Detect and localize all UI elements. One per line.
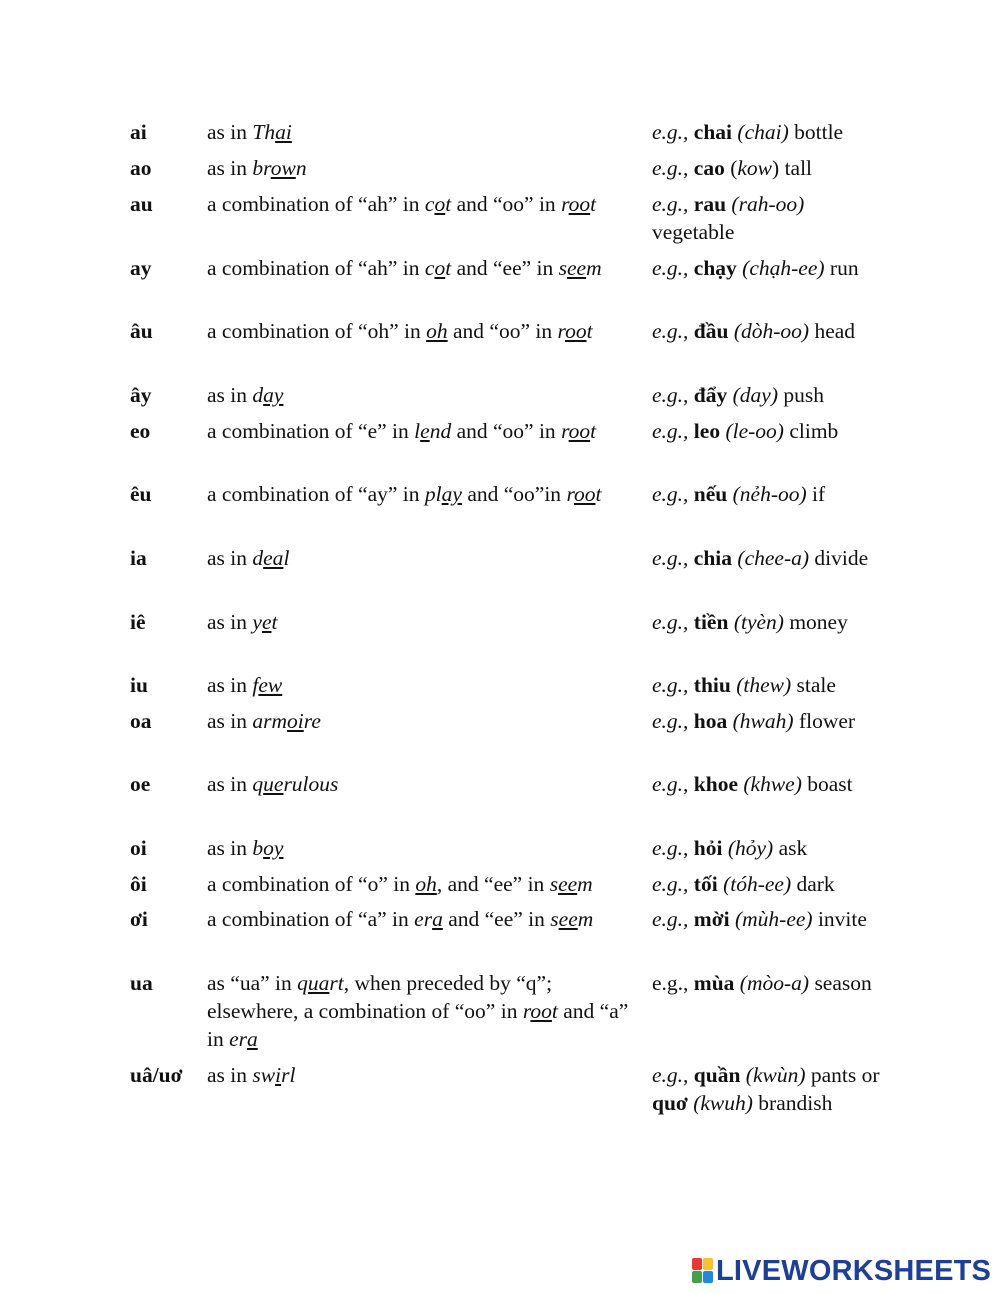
text-run: e.g., bbox=[652, 872, 694, 896]
example-word bbox=[652, 707, 892, 735]
vietnamese-word: nếu bbox=[693, 482, 728, 506]
vietnamese-word: hoa bbox=[693, 709, 728, 733]
underlined-sound: oy bbox=[263, 836, 284, 860]
underlined-sound: oo bbox=[565, 319, 587, 343]
text-run: as in bbox=[207, 709, 253, 733]
pronunciation-description bbox=[207, 480, 647, 508]
text-run: if bbox=[806, 482, 826, 506]
text-run: b bbox=[252, 836, 264, 860]
text-run: as in bbox=[207, 610, 253, 634]
underlined-sound: oh bbox=[426, 319, 448, 343]
vowel-combination: au bbox=[130, 192, 153, 216]
underlined-sound: ew bbox=[258, 673, 283, 697]
vowel-combination: ua bbox=[130, 971, 153, 995]
text-run: e.g., bbox=[652, 192, 694, 216]
text-run: divide bbox=[809, 546, 869, 570]
underlined-sound: oo bbox=[530, 999, 552, 1023]
text-run: (thew) bbox=[736, 673, 792, 697]
underlined-sound: ea bbox=[263, 546, 284, 570]
vowel-combination: eo bbox=[130, 419, 151, 443]
text-run: rulous bbox=[283, 772, 339, 796]
text-run: , when preceded by “q”; elsewhere, a combination of “oo” in bbox=[207, 971, 553, 1023]
example-word bbox=[652, 770, 892, 798]
text-run: (le-oo) bbox=[725, 419, 784, 443]
vietnamese-word: quần bbox=[693, 1063, 741, 1087]
text-run: arm bbox=[252, 709, 288, 733]
underlined-sound: ee bbox=[558, 907, 578, 931]
underlined-sound: oo bbox=[568, 192, 591, 216]
text-run: e.g., bbox=[652, 709, 694, 733]
text-run: (mòo-a) bbox=[739, 971, 810, 995]
text-run: pants or bbox=[805, 1063, 880, 1087]
text-run: (kwuh) bbox=[693, 1091, 753, 1115]
example-word bbox=[652, 834, 892, 862]
text-run: r bbox=[566, 482, 575, 506]
underlined-sound: ow bbox=[270, 156, 296, 180]
text-run: m bbox=[577, 907, 594, 931]
text-run: and “oo” in bbox=[451, 419, 562, 443]
underlined-sound: e bbox=[420, 419, 430, 443]
text-run: s bbox=[549, 872, 559, 896]
text-run: and “oo” in bbox=[451, 192, 562, 216]
text-run: (rah-oo) bbox=[731, 192, 805, 216]
vowel-combination: ơi bbox=[130, 907, 148, 931]
pronunciation-description bbox=[207, 1061, 647, 1089]
vietnamese-word: quơ bbox=[652, 1091, 688, 1115]
text-run: season bbox=[809, 971, 872, 995]
text-run: dark bbox=[791, 872, 835, 896]
underlined-sound: ai bbox=[275, 120, 292, 144]
underlined-sound: ee bbox=[558, 872, 578, 896]
underlined-sound: oh bbox=[415, 872, 437, 896]
vowel-combination: ai bbox=[130, 120, 147, 144]
text-run: t bbox=[590, 419, 597, 443]
example-word bbox=[652, 118, 892, 146]
text-run: e.g., bbox=[652, 319, 694, 343]
text-run: q bbox=[252, 772, 264, 796]
text-run: sw bbox=[252, 1063, 276, 1087]
text-run: r bbox=[561, 192, 569, 216]
text-run: as in bbox=[207, 673, 253, 697]
text-run: re bbox=[303, 709, 321, 733]
text-run: d bbox=[252, 383, 264, 407]
text-run: t bbox=[595, 482, 602, 506]
vietnamese-word: tiền bbox=[693, 610, 729, 634]
text-run: (chai) bbox=[737, 120, 789, 144]
vietnamese-word: cao bbox=[693, 156, 725, 180]
underlined-sound: ay bbox=[441, 482, 462, 506]
pronunciation-description bbox=[207, 417, 647, 445]
vietnamese-word: chia bbox=[693, 546, 733, 570]
example-word bbox=[652, 608, 892, 636]
example-word bbox=[652, 154, 892, 182]
text-run: (tyèn) bbox=[733, 610, 784, 634]
example-word bbox=[652, 969, 892, 997]
text-run: (tóh-ee) bbox=[723, 872, 792, 896]
pronunciation-description bbox=[207, 317, 647, 345]
text-run: pl bbox=[424, 482, 442, 506]
example-word bbox=[652, 1061, 892, 1117]
text-run: (day) bbox=[732, 383, 779, 407]
text-run: m bbox=[577, 872, 593, 896]
text-run: er bbox=[414, 907, 433, 931]
text-run: c bbox=[424, 192, 435, 216]
pronunciation-description bbox=[207, 870, 667, 898]
text-run: e.g., bbox=[652, 383, 694, 407]
vietnamese-word: leo bbox=[693, 419, 721, 443]
text-run: e.g., bbox=[652, 120, 694, 144]
text-run: d bbox=[252, 546, 264, 570]
example-word bbox=[652, 254, 892, 282]
text-run: s bbox=[550, 907, 559, 931]
underlined-sound: o bbox=[434, 256, 446, 280]
text-run: (dòh-oo) bbox=[733, 319, 810, 343]
text-run: e.g., bbox=[652, 546, 694, 570]
text-run: y bbox=[252, 610, 262, 634]
pronunciation-description bbox=[207, 254, 647, 282]
text-run: l bbox=[414, 419, 421, 443]
underlined-sound: oi bbox=[287, 709, 304, 733]
text-run: and “oo”in bbox=[461, 482, 567, 506]
text-run: f bbox=[252, 673, 259, 697]
pronunciation-description bbox=[207, 381, 647, 409]
text-run: r bbox=[522, 999, 531, 1023]
text-run: , and “ee” in bbox=[436, 872, 550, 896]
underlined-sound: ue bbox=[263, 772, 284, 796]
pronunciation-description bbox=[207, 834, 647, 862]
text-run: e.g., bbox=[652, 673, 694, 697]
text-run: as in bbox=[207, 120, 253, 144]
text-run: climb bbox=[783, 419, 839, 443]
text-run: e.g., bbox=[652, 256, 694, 280]
pronunciation-description bbox=[207, 707, 647, 735]
example-word bbox=[652, 671, 892, 699]
vietnamese-word: rau bbox=[693, 192, 727, 216]
logo-text: LIVEWORKSHEETS bbox=[716, 1254, 992, 1287]
text-run: n bbox=[295, 156, 307, 180]
example-word bbox=[652, 381, 892, 409]
vowel-combination: uâ/uơ bbox=[130, 1063, 183, 1087]
pronunciation-description bbox=[207, 770, 647, 798]
text-run: bottle bbox=[788, 120, 844, 144]
pronunciation-description bbox=[207, 608, 647, 636]
text-run: a combination of “ay” in bbox=[207, 482, 425, 506]
example-word bbox=[652, 905, 892, 933]
vietnamese-word: đẩy bbox=[693, 383, 728, 407]
pronunciation-description bbox=[207, 969, 647, 1053]
vietnamese-word: đầu bbox=[693, 319, 729, 343]
text-run: invite bbox=[812, 907, 867, 931]
text-run: e.g., bbox=[652, 836, 694, 860]
text-run: t bbox=[445, 256, 452, 280]
vietnamese-word: khoe bbox=[693, 772, 739, 796]
text-run: brandish bbox=[752, 1091, 833, 1115]
vowel-combination: oa bbox=[130, 709, 152, 733]
liveworksheets-logo[interactable] bbox=[692, 1254, 991, 1288]
text-run: ) tall bbox=[772, 156, 813, 180]
text-run: head bbox=[809, 319, 856, 343]
text-run: e.g., bbox=[652, 971, 694, 995]
text-run: as in bbox=[207, 156, 253, 180]
text-run: ( bbox=[724, 156, 738, 180]
pronunciation-description bbox=[207, 905, 647, 933]
text-run: er bbox=[229, 1027, 248, 1051]
text-run: Th bbox=[252, 120, 276, 144]
text-run: stale bbox=[791, 673, 836, 697]
vietnamese-word: thiu bbox=[693, 673, 731, 697]
text-run: r bbox=[557, 319, 566, 343]
underlined-sound: ay bbox=[263, 383, 284, 407]
text-run: a combination of “ah” in bbox=[207, 256, 425, 280]
text-run: a combination of “e” in bbox=[207, 419, 415, 443]
text-run: e.g., bbox=[652, 419, 694, 443]
text-run: rt bbox=[329, 971, 344, 995]
example-word bbox=[652, 544, 892, 572]
vowel-combination: iu bbox=[130, 673, 148, 697]
text-run: t bbox=[551, 999, 558, 1023]
underlined-sound: a bbox=[432, 907, 443, 931]
vietnamese-word: tối bbox=[693, 872, 718, 896]
underlined-sound: ee bbox=[567, 256, 587, 280]
text-run: as “ua” in bbox=[207, 971, 298, 995]
text-run: rl bbox=[281, 1063, 296, 1087]
underlined-sound: o bbox=[434, 192, 446, 216]
text-run: e.g., bbox=[652, 482, 694, 506]
text-run: q bbox=[297, 971, 308, 995]
underlined-sound: a bbox=[247, 1027, 258, 1051]
underlined-sound: i bbox=[275, 1063, 282, 1087]
text-run: nd bbox=[429, 419, 452, 443]
text-run: a combination of “oh” in bbox=[207, 319, 427, 343]
vietnamese-word: mời bbox=[693, 907, 730, 931]
vietnamese-word: chạy bbox=[693, 256, 737, 280]
vowel-combination: oi bbox=[130, 836, 147, 860]
example-word bbox=[652, 190, 892, 246]
text-run: t bbox=[445, 192, 452, 216]
text-run: (mùh-ee) bbox=[734, 907, 813, 931]
pronunciation-description bbox=[207, 671, 647, 699]
text-run: a combination of “o” in bbox=[207, 872, 416, 896]
text-run: t bbox=[590, 192, 597, 216]
text-run: (hwah) bbox=[732, 709, 794, 733]
text-run: ask bbox=[773, 836, 808, 860]
pronunciation-description bbox=[207, 544, 647, 572]
underlined-sound: ua bbox=[307, 971, 330, 995]
text-run: e.g., bbox=[652, 907, 694, 931]
text-run: r bbox=[561, 419, 569, 443]
text-run: (chee-a) bbox=[737, 546, 810, 570]
text-run: e.g., bbox=[652, 772, 694, 796]
vowel-combination: ay bbox=[130, 256, 152, 280]
vowel-combination: ôi bbox=[130, 872, 147, 896]
underlined-sound: oo bbox=[574, 482, 596, 506]
vowel-combination: ây bbox=[130, 383, 152, 407]
underlined-sound: oo bbox=[568, 419, 591, 443]
text-run: br bbox=[252, 156, 271, 180]
vowel-combination: âu bbox=[130, 319, 153, 343]
text-run: and “a” in bbox=[207, 999, 629, 1051]
text-run: money bbox=[783, 610, 848, 634]
example-word bbox=[652, 317, 892, 345]
vietnamese-word: mùa bbox=[693, 971, 735, 995]
text-run: s bbox=[558, 256, 568, 280]
vowel-combination: ao bbox=[130, 156, 152, 180]
text-run: run bbox=[824, 256, 859, 280]
text-run: and “oo” in bbox=[447, 319, 558, 343]
text-run: e.g., bbox=[652, 156, 694, 180]
text-run: as in bbox=[207, 383, 253, 407]
text-run: l bbox=[283, 546, 290, 570]
text-run: as in bbox=[207, 836, 253, 860]
text-run: as in bbox=[207, 1063, 253, 1087]
text-run: c bbox=[424, 256, 435, 280]
pronunciation-description bbox=[207, 118, 647, 146]
text-run: t bbox=[586, 319, 593, 343]
text-run: m bbox=[586, 256, 602, 280]
vietnamese-word: chai bbox=[693, 120, 733, 144]
text-run: and “ee” in bbox=[451, 256, 559, 280]
text-run: as in bbox=[207, 772, 253, 796]
vowel-combination: iê bbox=[130, 610, 146, 634]
text-run: vegetable bbox=[652, 220, 735, 244]
vowel-combination: oe bbox=[130, 772, 151, 796]
example-word bbox=[652, 870, 892, 898]
text-run: t bbox=[271, 610, 278, 634]
example-word bbox=[652, 417, 892, 445]
vietnamese-word: hỏi bbox=[693, 836, 723, 860]
text-run: (kwùn) bbox=[745, 1063, 806, 1087]
pronunciation-description bbox=[207, 154, 647, 182]
liveworksheets-logo-icon bbox=[692, 1258, 714, 1284]
example-word bbox=[652, 480, 892, 508]
text-run: boast bbox=[801, 772, 853, 796]
text-run: (nẻh-oo) bbox=[732, 482, 807, 506]
text-run: and “ee” in bbox=[442, 907, 551, 931]
vowel-combination: ia bbox=[130, 546, 147, 570]
pronunciation-description bbox=[207, 190, 647, 218]
text-run: a combination of “ah” in bbox=[207, 192, 425, 216]
text-run: e.g., bbox=[652, 1063, 694, 1087]
text-run: push bbox=[778, 383, 825, 407]
text-run: (chạh-ee) bbox=[742, 256, 825, 280]
text-run: flower bbox=[793, 709, 856, 733]
text-run: kow bbox=[737, 156, 773, 180]
text-run: a combination of “a” in bbox=[207, 907, 415, 931]
text-run: (hỏy) bbox=[727, 836, 774, 860]
vowel-combination: êu bbox=[130, 482, 152, 506]
text-run: e.g., bbox=[652, 610, 694, 634]
text-run: as in bbox=[207, 546, 253, 570]
text-run: (khwe) bbox=[743, 772, 802, 796]
underlined-sound: e bbox=[261, 610, 272, 634]
